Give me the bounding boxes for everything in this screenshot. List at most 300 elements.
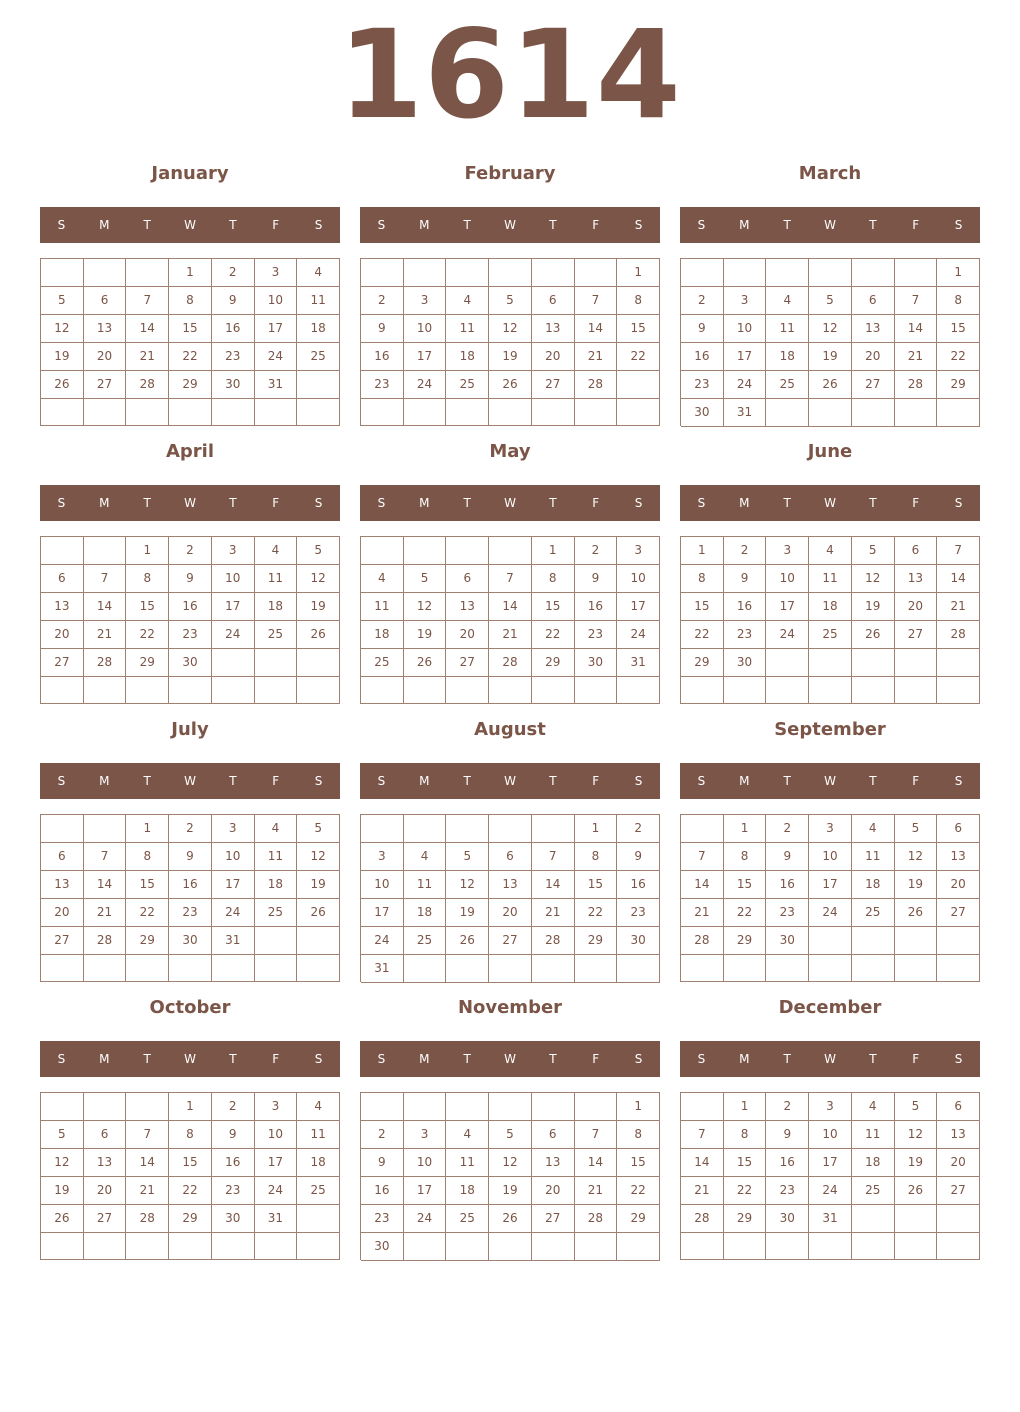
empty-day-cell xyxy=(532,399,575,426)
weekday-label: T xyxy=(143,774,151,788)
day-cell: 12 xyxy=(41,315,84,343)
day-cell: 21 xyxy=(489,621,532,649)
empty-day-cell xyxy=(489,1093,532,1121)
day-grid xyxy=(40,1092,340,1260)
day-cell: 13 xyxy=(895,565,938,593)
day-cell: 16 xyxy=(361,343,404,371)
day-cell: 19 xyxy=(446,899,489,927)
day-cell: 20 xyxy=(489,899,532,927)
day-cell: 2 xyxy=(766,815,809,843)
day-cell: 20 xyxy=(446,621,489,649)
day-cell: 5 xyxy=(297,537,340,565)
weekday-label: W xyxy=(504,496,516,510)
empty-day-cell xyxy=(361,1093,404,1121)
day-cell: 3 xyxy=(361,843,404,871)
day-cell: 4 xyxy=(446,1121,489,1149)
day-cell: 11 xyxy=(255,565,298,593)
empty-day-cell xyxy=(361,677,404,704)
day-cell: 26 xyxy=(809,371,852,399)
empty-day-cell xyxy=(255,1233,298,1260)
day-cell: 26 xyxy=(895,1177,938,1205)
day-cell: 12 xyxy=(895,1121,938,1149)
weekday-header xyxy=(40,207,340,243)
day-cell: 29 xyxy=(575,927,618,955)
weekday-label: F xyxy=(272,774,280,788)
day-cell: 26 xyxy=(489,371,532,399)
empty-day-cell xyxy=(532,955,575,983)
weekday-label: W xyxy=(504,1052,516,1066)
empty-day-cell xyxy=(852,677,895,704)
day-cell: 12 xyxy=(446,871,489,899)
day-cell: 30 xyxy=(169,927,212,955)
day-cell: 3 xyxy=(809,815,852,843)
weekday-label: S xyxy=(634,1052,643,1066)
weekday-label: S xyxy=(377,1052,386,1066)
weekday-label: T xyxy=(549,1052,557,1066)
day-cell: 25 xyxy=(255,899,298,927)
day-cell: 24 xyxy=(212,899,255,927)
empty-day-cell xyxy=(126,1093,169,1121)
empty-day-cell xyxy=(41,537,84,565)
day-cell: 6 xyxy=(937,815,980,843)
empty-day-cell xyxy=(895,649,938,677)
empty-day-cell xyxy=(361,537,404,565)
day-cell: 4 xyxy=(255,537,298,565)
day-cell: 16 xyxy=(766,871,809,899)
day-grid xyxy=(680,1092,980,1260)
weekday-label: W xyxy=(184,1052,196,1066)
day-cell: 1 xyxy=(532,537,575,565)
day-cell: 23 xyxy=(724,621,767,649)
day-cell: 21 xyxy=(937,593,980,621)
day-cell: 2 xyxy=(361,1121,404,1149)
day-cell: 19 xyxy=(489,1177,532,1205)
day-cell: 23 xyxy=(766,899,809,927)
empty-day-cell xyxy=(446,1093,489,1121)
empty-day-cell xyxy=(404,259,447,287)
weekday-label: T xyxy=(783,218,791,232)
weekday-header xyxy=(680,485,980,521)
empty-day-cell xyxy=(617,371,660,399)
weekday-label: M xyxy=(419,218,430,232)
weekday-label: T xyxy=(229,218,237,232)
day-cell: 4 xyxy=(852,815,895,843)
day-cell: 20 xyxy=(895,593,938,621)
day-cell: 26 xyxy=(297,899,340,927)
empty-day-cell xyxy=(724,955,767,982)
day-cell: 17 xyxy=(212,593,255,621)
day-cell: 10 xyxy=(404,1149,447,1177)
day-cell: 29 xyxy=(126,649,169,677)
day-cell: 30 xyxy=(766,1205,809,1233)
day-cell: 16 xyxy=(169,593,212,621)
empty-day-cell xyxy=(895,955,938,982)
day-cell: 4 xyxy=(361,565,404,593)
empty-day-cell xyxy=(852,1233,895,1260)
empty-day-cell xyxy=(41,259,84,287)
month-name: July xyxy=(171,719,209,740)
day-cell: 12 xyxy=(852,565,895,593)
day-cell: 14 xyxy=(84,593,127,621)
weekday-label: S xyxy=(57,774,66,788)
empty-day-cell xyxy=(361,259,404,287)
empty-day-cell xyxy=(255,927,298,955)
day-cell: 14 xyxy=(575,1149,618,1177)
weekday-label: T xyxy=(783,496,791,510)
weekday-label: S xyxy=(57,218,66,232)
empty-day-cell xyxy=(404,815,447,843)
day-cell: 15 xyxy=(126,871,169,899)
day-cell: 31 xyxy=(617,649,660,677)
day-cell: 13 xyxy=(489,871,532,899)
weekday-label: T xyxy=(869,774,877,788)
day-cell: 11 xyxy=(446,1149,489,1177)
empty-day-cell xyxy=(446,677,489,704)
day-cell: 25 xyxy=(852,1177,895,1205)
day-cell: 1 xyxy=(681,537,724,565)
day-cell: 5 xyxy=(446,843,489,871)
day-cell: 12 xyxy=(404,593,447,621)
weekday-header xyxy=(360,1041,660,1077)
month-name: October xyxy=(149,997,231,1018)
day-cell: 26 xyxy=(489,1205,532,1233)
weekday-label: M xyxy=(99,218,110,232)
empty-day-cell xyxy=(169,955,212,982)
day-cell: 20 xyxy=(84,1177,127,1205)
day-cell: 28 xyxy=(126,1205,169,1233)
day-cell: 23 xyxy=(361,1205,404,1233)
month-name: February xyxy=(464,163,556,184)
day-cell: 9 xyxy=(617,843,660,871)
day-cell: 8 xyxy=(575,843,618,871)
day-cell: 6 xyxy=(852,287,895,315)
weekday-header xyxy=(40,485,340,521)
day-cell: 28 xyxy=(575,371,618,399)
day-cell: 19 xyxy=(297,593,340,621)
empty-day-cell xyxy=(446,399,489,426)
day-cell: 5 xyxy=(895,815,938,843)
empty-day-cell xyxy=(895,399,938,427)
day-cell: 28 xyxy=(84,649,127,677)
empty-day-cell xyxy=(404,1093,447,1121)
weekday-label: S xyxy=(314,496,323,510)
day-cell: 29 xyxy=(169,371,212,399)
empty-day-cell xyxy=(169,399,212,426)
day-cell: 23 xyxy=(212,343,255,371)
day-cell: 30 xyxy=(681,399,724,427)
day-cell: 16 xyxy=(212,1149,255,1177)
day-cell: 14 xyxy=(681,1149,724,1177)
day-grid xyxy=(360,814,660,982)
day-grid xyxy=(360,1092,660,1260)
day-cell: 2 xyxy=(681,287,724,315)
weekday-label: S xyxy=(377,774,386,788)
day-cell: 2 xyxy=(361,287,404,315)
day-cell: 29 xyxy=(724,927,767,955)
day-cell: 9 xyxy=(361,315,404,343)
day-cell: 22 xyxy=(169,343,212,371)
day-cell: 23 xyxy=(169,621,212,649)
weekday-label: S xyxy=(697,218,706,232)
day-cell: 29 xyxy=(937,371,980,399)
day-cell: 24 xyxy=(255,1177,298,1205)
empty-day-cell xyxy=(937,677,980,704)
empty-day-cell xyxy=(446,815,489,843)
day-cell: 2 xyxy=(169,815,212,843)
empty-day-cell xyxy=(766,649,809,677)
day-cell: 23 xyxy=(212,1177,255,1205)
day-cell: 1 xyxy=(937,259,980,287)
weekday-label: T xyxy=(869,1052,877,1066)
empty-day-cell xyxy=(724,1233,767,1260)
weekday-label: M xyxy=(739,1052,750,1066)
day-cell: 27 xyxy=(41,927,84,955)
day-cell: 8 xyxy=(937,287,980,315)
day-cell: 8 xyxy=(724,843,767,871)
empty-day-cell xyxy=(297,927,340,955)
weekday-label: F xyxy=(272,218,280,232)
empty-day-cell xyxy=(532,1093,575,1121)
day-cell: 19 xyxy=(41,1177,84,1205)
day-cell: 29 xyxy=(532,649,575,677)
day-cell: 30 xyxy=(212,371,255,399)
weekday-label: T xyxy=(143,496,151,510)
day-cell: 16 xyxy=(617,871,660,899)
day-cell: 5 xyxy=(489,287,532,315)
day-cell: 17 xyxy=(617,593,660,621)
day-cell: 2 xyxy=(212,1093,255,1121)
day-grid xyxy=(40,258,340,426)
day-cell: 10 xyxy=(809,1121,852,1149)
day-cell: 22 xyxy=(126,899,169,927)
day-cell: 28 xyxy=(895,371,938,399)
empty-day-cell xyxy=(41,815,84,843)
weekday-label: S xyxy=(697,496,706,510)
day-cell: 1 xyxy=(169,1093,212,1121)
day-cell: 3 xyxy=(212,537,255,565)
day-cell: 15 xyxy=(937,315,980,343)
day-cell: 5 xyxy=(41,287,84,315)
empty-day-cell xyxy=(489,537,532,565)
day-cell: 2 xyxy=(766,1093,809,1121)
empty-day-cell xyxy=(809,399,852,427)
day-cell: 4 xyxy=(852,1093,895,1121)
weekday-label: M xyxy=(739,496,750,510)
weekday-label: T xyxy=(229,774,237,788)
empty-day-cell xyxy=(41,677,84,704)
day-cell: 1 xyxy=(617,1093,660,1121)
weekday-header xyxy=(40,763,340,799)
day-grid xyxy=(360,536,660,704)
day-cell: 30 xyxy=(724,649,767,677)
day-cell: 30 xyxy=(169,649,212,677)
weekday-label: S xyxy=(954,774,963,788)
day-cell: 13 xyxy=(446,593,489,621)
day-cell: 29 xyxy=(617,1205,660,1233)
day-cell: 18 xyxy=(446,343,489,371)
empty-day-cell xyxy=(895,1233,938,1260)
month-name: November xyxy=(457,997,563,1018)
empty-day-cell xyxy=(575,677,618,704)
day-cell: 6 xyxy=(895,537,938,565)
empty-day-cell xyxy=(532,677,575,704)
weekday-label: T xyxy=(549,218,557,232)
day-cell: 5 xyxy=(895,1093,938,1121)
weekday-label: T xyxy=(549,774,557,788)
day-cell: 16 xyxy=(169,871,212,899)
empty-day-cell xyxy=(404,1233,447,1261)
weekday-label: T xyxy=(229,1052,237,1066)
empty-day-cell xyxy=(404,399,447,426)
day-cell: 20 xyxy=(532,343,575,371)
day-cell: 14 xyxy=(489,593,532,621)
day-cell: 24 xyxy=(809,1177,852,1205)
weekday-label: W xyxy=(824,496,836,510)
day-cell: 28 xyxy=(84,927,127,955)
day-cell: 25 xyxy=(446,371,489,399)
day-cell: 24 xyxy=(361,927,404,955)
day-cell: 15 xyxy=(126,593,169,621)
day-cell: 23 xyxy=(617,899,660,927)
day-cell: 1 xyxy=(617,259,660,287)
day-cell: 8 xyxy=(532,565,575,593)
day-cell: 31 xyxy=(361,955,404,983)
day-cell: 3 xyxy=(212,815,255,843)
weekday-label: M xyxy=(419,496,430,510)
weekday-label: T xyxy=(783,1052,791,1066)
day-cell: 21 xyxy=(84,899,127,927)
day-cell: 1 xyxy=(169,259,212,287)
empty-day-cell xyxy=(617,677,660,704)
day-grid xyxy=(680,258,980,426)
day-cell: 14 xyxy=(895,315,938,343)
weekday-header xyxy=(360,763,660,799)
day-cell: 19 xyxy=(41,343,84,371)
weekday-header xyxy=(680,1041,980,1077)
day-cell: 3 xyxy=(617,537,660,565)
day-cell: 27 xyxy=(532,371,575,399)
day-cell: 18 xyxy=(766,343,809,371)
day-cell: 20 xyxy=(84,343,127,371)
day-cell: 30 xyxy=(766,927,809,955)
month-name: December xyxy=(778,997,882,1018)
empty-day-cell xyxy=(489,677,532,704)
day-cell: 5 xyxy=(41,1121,84,1149)
day-cell: 15 xyxy=(169,1149,212,1177)
day-cell: 2 xyxy=(212,259,255,287)
weekday-label: M xyxy=(739,218,750,232)
day-cell: 15 xyxy=(617,315,660,343)
weekday-label: M xyxy=(99,1052,110,1066)
day-cell: 10 xyxy=(809,843,852,871)
weekday-label: T xyxy=(143,1052,151,1066)
day-cell: 22 xyxy=(724,899,767,927)
day-cell: 6 xyxy=(489,843,532,871)
day-cell: 12 xyxy=(489,1149,532,1177)
day-cell: 4 xyxy=(297,1093,340,1121)
day-cell: 15 xyxy=(724,871,767,899)
day-cell: 12 xyxy=(895,843,938,871)
empty-day-cell xyxy=(575,399,618,426)
day-cell: 18 xyxy=(852,1149,895,1177)
empty-day-cell xyxy=(766,399,809,427)
day-cell: 12 xyxy=(297,565,340,593)
empty-day-cell xyxy=(169,677,212,704)
day-cell: 15 xyxy=(575,871,618,899)
day-cell: 24 xyxy=(255,343,298,371)
day-cell: 17 xyxy=(404,343,447,371)
day-cell: 25 xyxy=(361,649,404,677)
empty-day-cell xyxy=(852,1205,895,1233)
day-cell: 25 xyxy=(766,371,809,399)
day-cell: 23 xyxy=(681,371,724,399)
empty-day-cell xyxy=(84,259,127,287)
empty-day-cell xyxy=(575,259,618,287)
month-name: March xyxy=(798,163,862,184)
day-cell: 27 xyxy=(895,621,938,649)
empty-day-cell xyxy=(937,649,980,677)
empty-day-cell xyxy=(404,537,447,565)
day-cell: 20 xyxy=(41,899,84,927)
weekday-label: T xyxy=(463,774,471,788)
day-cell: 17 xyxy=(724,343,767,371)
day-cell: 31 xyxy=(255,371,298,399)
weekday-label: S xyxy=(697,1052,706,1066)
empty-day-cell xyxy=(489,259,532,287)
weekday-label: F xyxy=(592,496,600,510)
day-cell: 22 xyxy=(724,1177,767,1205)
day-cell: 4 xyxy=(255,815,298,843)
day-cell: 19 xyxy=(895,871,938,899)
day-cell: 25 xyxy=(446,1205,489,1233)
day-cell: 17 xyxy=(404,1177,447,1205)
day-cell: 10 xyxy=(766,565,809,593)
day-cell: 31 xyxy=(724,399,767,427)
empty-day-cell xyxy=(809,955,852,982)
day-cell: 17 xyxy=(361,899,404,927)
day-cell: 7 xyxy=(895,287,938,315)
empty-day-cell xyxy=(766,955,809,982)
day-cell: 2 xyxy=(575,537,618,565)
weekday-label: T xyxy=(463,1052,471,1066)
empty-day-cell xyxy=(41,399,84,426)
day-cell: 22 xyxy=(617,1177,660,1205)
day-cell: 9 xyxy=(169,843,212,871)
day-cell: 25 xyxy=(297,1177,340,1205)
empty-day-cell xyxy=(446,955,489,983)
empty-day-cell xyxy=(937,399,980,427)
day-cell: 13 xyxy=(937,843,980,871)
month-name: September xyxy=(774,719,886,740)
day-cell: 13 xyxy=(41,593,84,621)
day-cell: 7 xyxy=(126,287,169,315)
day-cell: 19 xyxy=(895,1149,938,1177)
day-cell: 18 xyxy=(297,1149,340,1177)
empty-day-cell xyxy=(84,1093,127,1121)
empty-day-cell xyxy=(84,815,127,843)
weekday-label: T xyxy=(463,496,471,510)
empty-day-cell xyxy=(212,1233,255,1260)
empty-day-cell xyxy=(489,815,532,843)
day-cell: 11 xyxy=(852,843,895,871)
day-cell: 17 xyxy=(809,1149,852,1177)
empty-day-cell xyxy=(852,927,895,955)
day-cell: 16 xyxy=(212,315,255,343)
day-cell: 17 xyxy=(212,871,255,899)
day-cell: 6 xyxy=(84,287,127,315)
day-cell: 11 xyxy=(297,1121,340,1149)
empty-day-cell xyxy=(852,399,895,427)
